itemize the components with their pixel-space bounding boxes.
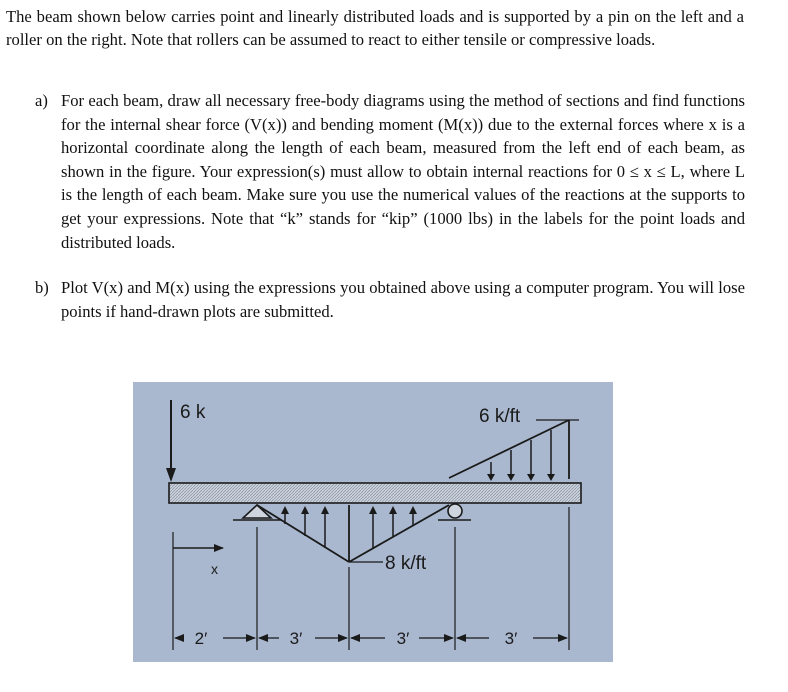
problem-intro: The beam shown below carries point and linearly distributed loads and is supported by a pin on the left and a roller on the right. Note that rollers can be assumed to react to either tensile or compressive loads. bbox=[6, 7, 744, 49]
x-label: x bbox=[211, 561, 218, 577]
beam-figure bbox=[133, 382, 613, 662]
dimension-label-1: 2′ bbox=[194, 629, 208, 648]
dimension-label-3: 3′ bbox=[396, 629, 410, 648]
point-load-label: 6 k bbox=[180, 402, 206, 423]
part-b-text: Plot V(x) and M(x) using the expressions you obtained above using a computer program. You will lose points if hand-drawn plots are submitted. bbox=[61, 278, 745, 321]
dimension-label-2: 3′ bbox=[289, 629, 303, 648]
top-load-label: 6 k/ft bbox=[479, 406, 521, 427]
dimension-label-4: 3′ bbox=[504, 629, 518, 648]
beam bbox=[169, 483, 581, 503]
part-b-label: b) bbox=[35, 278, 49, 297]
part-a-label: a) bbox=[35, 91, 48, 110]
beam-diagram bbox=[133, 382, 613, 662]
part-a-text: For each beam, draw all necessary free-body diagrams using the method of sections and find functions for the internal shear force (V(x)) and bending moment (M(x)) due to the external forces where x is a horizontal coordinate along the length of each beam, measured from the left end of each beam, as shown in the figure. Your expression(s) must allow to obtain internal reactions for 0 ≤ x ≤ L, where L is the length of each beam. Make sure you use the numerical values of the reactions at the supports to get your expressions. Note that “k” stands for “kip” (1000 lbs) in the labels for the point loads and distributed loads. bbox=[61, 91, 745, 252]
bottom-load-label: 8 k/ft bbox=[385, 553, 427, 574]
